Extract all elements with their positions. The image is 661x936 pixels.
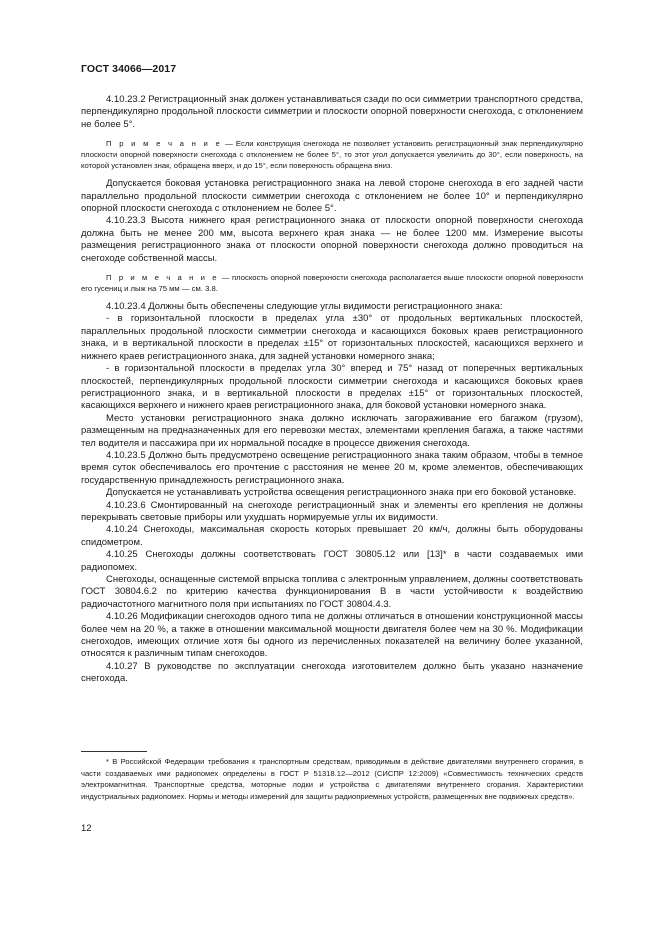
paragraph-4-10-23-6: 4.10.23.6 Смонтированный на снегоходе регистрационный знак и элементы его крепления не должны перекрывать световые приборы или ухудшать нормируемые углы их видимости. xyxy=(81,499,583,523)
paragraph-4-10-25: 4.10.25 Снегоходы должны соответствовать ГОСТ 30805.12 или [13]* в части создаваемых ими радиопомех. xyxy=(81,549,583,573)
footnote xyxy=(81,756,583,802)
paragraph-4-10-23-5: 4.10.23.5 Должно быть предусмотрено освещение регистрационного знака таким образом, чтобы в темное время суток обеспечивалось его прочтение с расстояния не менее 20 м, кроме элементов, обеспечивающих государственную принадлежность регистрационного знака. xyxy=(81,449,583,486)
footnote-divider xyxy=(81,751,147,752)
paragraph-4-10-23-3: 4.10.23.3 Высота нижнего края регистрационного знака от плоскости опорной поверхности снегохода должна быть не менее 200 мм, высота верхнего края знака — не более 1200 мм. Измерение высоты размещения регистрационного знака от плоскости опорной поверхности снегохода должно проводиться на снегоходе собственной массы. xyxy=(81,215,583,264)
page-number: 12 xyxy=(81,823,92,834)
paragraph-emc: Снегоходы, оснащенные системой впрыска топлива с электронным управлением, должны соответствовать ГОСТ 30804.6.2 по критерию качества функционирования В в части устойчивости к воздействию радиочастотного магнитного поля при испытаниях по ГОСТ 30804.4.3. xyxy=(81,574,583,610)
paragraph-4-10-24: 4.10.24 Снегоходы, максимальная скорость которых превышает 20 км/ч, должны быть оборудованы спидометром. xyxy=(81,524,583,548)
paragraph-lighting-exception: Допускается не устанавливать устройства освещения регистрационного знака при его боковой установке. xyxy=(106,487,577,499)
note-2 xyxy=(81,272,583,294)
list-item-rear-angles: - в горизонтальной плоскости в пределах угла ±30° от продольных вертикальных плоскостей, параллельных продольной плоскости симметрии снегохода и касающихся боковых краев регистрационного знака, и в вертикальной плоскости в пределах ±15° от горизонтальных плоскостей, касающихся верхнего и нижнего краев регистрационного знака, для задней установки номерного знака; xyxy=(81,313,583,362)
paragraph-4-10-23-2: 4.10.23.2 Регистрационный знак должен устанавливаться сзади по оси симметрии транспортного средства, перпендикулярно продольной плоскости симметрии и плоскости опорной поверхности снегохода, с отклонением не более 5°. xyxy=(81,94,583,130)
paragraph-4-10-26: 4.10.26 Модификации снегоходов одного типа не должны отличаться в отношении конструкционной массы более чем на 20 %, а также в отношении максимальной мощности двигателя более чем на 30 %. Модификации снегоходов, имеющих отличие хотя бы одного из перечисленных показателей на величину более указанной, относятся к различным типам снегоходов. xyxy=(81,611,583,660)
paragraph-4-10-23-4: 4.10.23.4 Должны быть обеспечены следующие углы видимости регистрационного знака: xyxy=(106,301,503,313)
paragraph-4-10-27: 4.10.27 В руководстве по эксплуатации снегохода изготовителем должно быть указано назначение снегохода. xyxy=(81,660,583,685)
page-header-title: ГОСТ 34066—2017 xyxy=(81,63,177,75)
note-1 xyxy=(81,138,583,171)
footnote-text: * В Российской Федерации требования к транспортным средствам, приводимым в действие двигателями внутреннего сгорания, в части создаваемых ими радиопомех определены в ГОСТ Р 51318.12—2012 (СИСПР 12:2009) «Совместимость технических средств электромагнитная. Транспортные средства, моторные лодки и устройства с двигателями внутреннего сгорания. Характеристики индустриальных радиопомех. Нормы и методы измерений для защиты радиоприемных устройств, размещенных вне подвижных средств». xyxy=(81,757,583,801)
note-label: П р и м е ч а н и е xyxy=(106,273,219,283)
paragraph-mount-location: Место установки регистрационного знака должно исключать загораживание его багажом (грузом), размещенным на предназначенных для его перевозки местах, элементами крепления багажа, а также частями тел водителя и пассажира при их нормальной посадке в процессе движения снегохода. xyxy=(81,412,583,449)
list-item-side-angles: - в горизонтальной плоскости в пределах угла 30° вперед и 75° назад от поперечных вертикальных плоскостей, перпендикулярных продольной плоскости симметрии снегохода и касающихся боковых краев регистрационного знака, и в вертикальной плоскости в пределах ±15° от горизонтальных плоскостей, касающихся верхнего и нижнего краев регистрационного знака, для боковой установки номерного знака. xyxy=(81,363,583,412)
note-text: — плоскость опорной поверхности снегохода располагается выше плоскости опорной поверхности его гусениц и лыж на 75 мм — см. 3.8. xyxy=(81,273,583,294)
note-text: — Если конструкция снегохода не позволяет установить регистрационный знак перпендикулярно плоскости опорной поверхности снегохода с отклонением не более 5°, то этот угол допускается увеличить до 30°, если поверхность, на которой установлен знак, обращена вверх, и до 15°, если поверхность обращена вниз. xyxy=(81,139,583,171)
paragraph-side-mount: Допускается боковая установка регистрационного знака на левой стороне снегохода в его задней части параллельно продольной плоскости симметрии снегохода с отклонением не более 10° и перпендикулярно опорной плоскости снегохода с отклонением не более 5°. xyxy=(81,178,583,215)
body-text xyxy=(81,94,583,686)
note-label: П р и м е ч а н и е xyxy=(106,139,223,149)
